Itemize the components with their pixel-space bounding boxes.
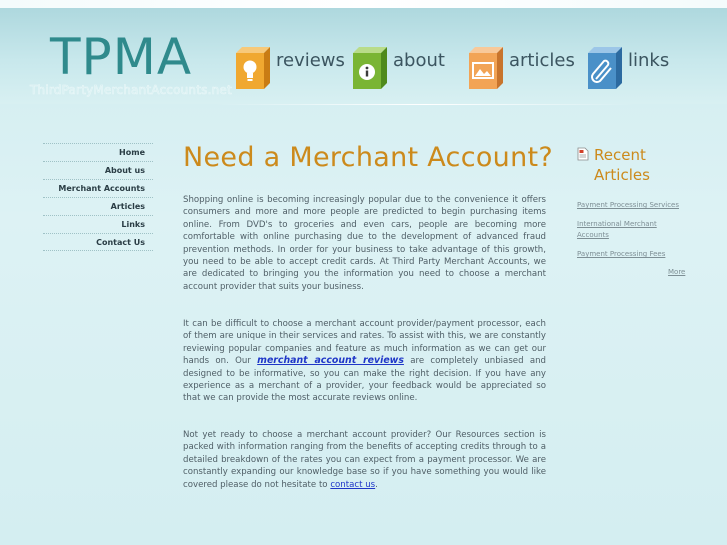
lightbulb-icon	[232, 47, 270, 89]
nav-reviews-label: reviews	[276, 49, 345, 71]
sidebar-item-contact-us[interactable]: Contact Us	[43, 233, 153, 251]
top-stripe	[0, 0, 727, 8]
sidebar-item-articles[interactable]: Articles	[43, 197, 153, 215]
header	[0, 8, 727, 104]
sidebar-item-merchant-accounts[interactable]: Merchant Accounts	[43, 179, 153, 197]
more-articles-link[interactable]: More	[668, 268, 686, 276]
sidebar-item-home[interactable]: Home	[43, 143, 153, 161]
nav-links-label: links	[628, 49, 670, 71]
sidebar-nav	[43, 143, 153, 251]
nav-reviews[interactable]	[232, 46, 345, 90]
resources-paragraph-text-2: .	[375, 479, 378, 490]
nav-articles-label: articles	[509, 49, 575, 71]
resources-paragraph-text-1: Not yet ready to choose a merchant account provider? Our Resources section is packed with information ranging from the benefits of accepting credits through to a detailed breakdown of the rates you can expect from a payment processor. We are constantly expanding our knowledge base so if you have something you would like covered please do not hesitate to	[183, 430, 546, 490]
nav-about[interactable]	[349, 46, 445, 90]
page-title: Need a Merchant Account?	[183, 142, 554, 173]
recent-article-link[interactable]: International Merchant Accounts	[577, 220, 657, 239]
resources-paragraph	[183, 429, 546, 491]
contact-us-link[interactable]: contact us	[330, 479, 376, 490]
info-icon	[349, 47, 387, 89]
sidebar-item-links[interactable]: Links	[43, 215, 153, 233]
document-icon	[577, 146, 589, 160]
reviews-paragraph-text-1: It can be difficult to choose a merchant account provider/payment processor, each of them are unique in their services and rates. To assist with this, we are constantly reviewing popular companies and feature as much information as we can get our hands on. Our	[183, 319, 546, 367]
nav-articles[interactable]	[465, 46, 575, 90]
merchant-account-reviews-link[interactable]: merchant account reviews	[257, 355, 404, 367]
recent-article-link[interactable]: Payment Processing Services	[577, 201, 679, 209]
header-divider	[215, 104, 635, 105]
recent-article-link[interactable]: Payment Processing Fees	[577, 250, 666, 258]
recent-articles-heading: Recent Articles	[594, 146, 650, 184]
intro-paragraph	[183, 194, 546, 293]
picture-icon	[465, 47, 503, 89]
site-logo[interactable]: TPMA	[50, 28, 193, 86]
site-logo-subtitle: ThirdPartyMerchantAccounts.net	[30, 83, 232, 97]
sidebar-item-about-us[interactable]: About us	[43, 161, 153, 179]
reviews-paragraph-text-2: are completely unbiased and designed to be informative, so you can make the right decision. If you have any experience as a merchant of a provider, your feedback would be appreciated so that we can provide the most accurate reviews online.	[183, 356, 547, 404]
nav-links[interactable]	[584, 46, 669, 90]
paperclip-icon	[584, 47, 622, 89]
reviews-paragraph	[183, 318, 546, 405]
intro-paragraph-text: Shopping online is becoming increasingly popular due to the convenience it offers consumers and more and more people are predicted to begin purchasing items online. From DVD's to groceries and even cars, people are becoming more comfortable with online purchasing due to the development of advanced fraud prevention methods. In order for your business to take advantage of this growth, you need to be able to accept credit cards. At Third Party Merchant Accounts, we are dedicated to bringing you the information you need to choose a merchant account provider that suits your business.	[183, 195, 546, 292]
nav-about-label: about	[393, 49, 445, 71]
